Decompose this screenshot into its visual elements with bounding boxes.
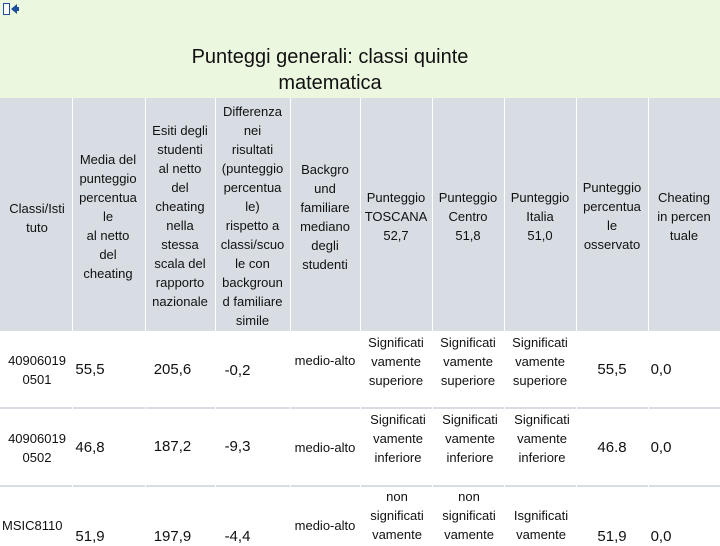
row2-differenza: -9,3: [224, 438, 251, 455]
row1-centro: Significati vamente superiore: [440, 335, 496, 388]
row1-classe: 40906019 0501: [8, 353, 66, 387]
row2-centro: Significati vamente inferiore: [442, 412, 498, 465]
row3-centro: non significati vamente: [442, 489, 496, 542]
row1-cheating: 0,0: [650, 361, 672, 378]
row2-media: 46,8: [75, 439, 105, 456]
row3-media: 51,9: [75, 528, 105, 545]
column-divider: [360, 98, 361, 540]
row3-esiti: 197,9: [153, 528, 192, 545]
row3-italia: Isgnificati vamente: [513, 508, 569, 542]
header-differenza: Differenza nei risultati (punteggio percentua le) rispetto a classi/scuo le con backgroun d familiare simile: [220, 104, 285, 328]
row2-osservato: 46.8: [597, 439, 627, 456]
column-divider: [648, 98, 649, 540]
row2-esiti: 187,2: [153, 438, 192, 455]
row1-italia: Significati vamente superiore: [512, 335, 568, 388]
row1-osservato: 55,5: [597, 361, 627, 378]
page-title: Punteggi generali: classi quinte matematica: [191, 46, 469, 94]
header-italia: Punteggio Italia 51,0: [510, 190, 570, 243]
row3-classe: MSIC8110: [2, 518, 63, 533]
row2-cheating: 0,0: [650, 439, 672, 456]
row2-classe: 40906019 0502: [8, 431, 66, 465]
header-classi: Classi/Isti tuto: [9, 201, 65, 235]
return-arrow-icon[interactable]: [2, 1, 20, 17]
row3-toscana: non significati vamente: [370, 489, 424, 542]
column-divider: [504, 98, 505, 540]
row1-differenza: -0,2: [224, 362, 251, 379]
row3-background: medio-alto: [294, 518, 356, 533]
row3-cheating: 0,0: [650, 528, 672, 545]
column-divider: [432, 98, 433, 540]
row1-media: 55,5: [75, 361, 105, 378]
header-background: Backgro und familiare mediano degli studenti: [300, 162, 350, 272]
header-toscana: Punteggio TOSCANA 52,7: [364, 190, 428, 243]
header-centro: Punteggio Centro 51,8: [438, 190, 498, 243]
row2-background: medio-alto: [294, 440, 356, 455]
header-media: Media del punteggio percentua le al netto del cheating: [79, 152, 137, 281]
header-osservato: Punteggio percentua le osservato: [582, 180, 642, 252]
header-cheating: Cheating in percen tuale: [657, 190, 711, 243]
row2-italia: Significati vamente inferiore: [514, 412, 570, 465]
column-divider: [576, 98, 577, 540]
row1-toscana: Significati vamente superiore: [368, 335, 424, 388]
row1-background: medio-alto: [294, 353, 356, 368]
header-esiti: Esiti degli studenti al netto del cheating nella stessa scala del rapporto nazionale: [152, 123, 208, 309]
row1-esiti: 205,6: [153, 361, 192, 378]
row2-toscana: Significati vamente inferiore: [370, 412, 426, 465]
row3-osservato: 51,9: [597, 528, 627, 545]
row3-differenza: -4,4: [224, 528, 251, 545]
